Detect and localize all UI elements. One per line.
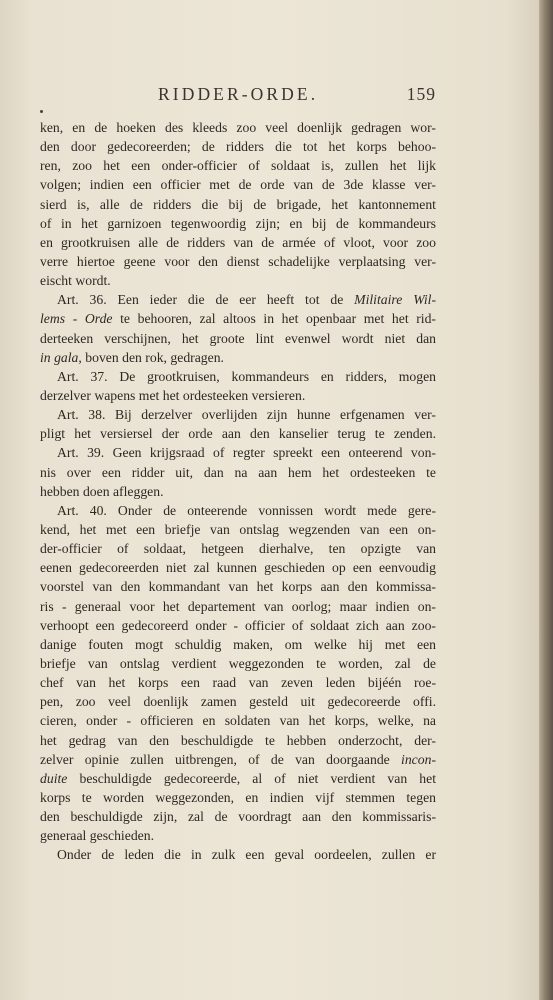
body-text	[40, 118, 436, 864]
text-line: duite beschuldigde gedecoreerde, al of niet verdient van het	[40, 770, 436, 786]
text-line: voorstel van den kommandant van het korps aan den kommissa-	[40, 579, 436, 595]
article-37-line: Art. 37. De grootkruisen, kommandeurs en ridders, mogen	[57, 368, 436, 384]
text-line: of in het garnizoen tegenwoordig zijn; en bij de kommandeurs	[40, 215, 436, 231]
page-header	[40, 84, 436, 108]
text-line: chef van het korps een raad van zeven leden bijéén roe-	[40, 675, 436, 691]
text-line: den door gedecoreerden; de ridders die tot het korps behoo-	[40, 139, 436, 155]
page-number: 159	[406, 84, 436, 104]
text-line: sierd is, alle de ridders die bij de brigade, het kantonnement	[40, 196, 436, 212]
text-line: kend, het met een briefje van ontslag wegzenden van een on-	[40, 521, 436, 537]
book-edge	[539, 0, 553, 1000]
article-38-line: Art. 38. Bij derzelver overlijden zijn hunne erfgenamen ver-	[57, 407, 436, 423]
text-line: derteeken verschijnen, het groote lint evenwel wordt niet dan	[40, 330, 436, 346]
running-title: RIDDER-ORDE.	[158, 84, 319, 104]
text-line: eenen gedecoreerden niet zal kunnen geschieden op een eenvoudig	[40, 560, 436, 576]
text-line: lems - Orde te behooren, zal altoos in het openbaar met het rid-	[40, 311, 436, 327]
ink-mark	[40, 110, 43, 113]
text-line: danige fouten mogt schuldig maken, om welke hij met een	[40, 636, 436, 652]
text-line: verhoopt een gedecoreerd onder - officier of soldaat zich aan zoo-	[40, 617, 436, 633]
text-line: eischt wordt.	[40, 273, 111, 289]
article-39-line: Art. 39. Geen krijgsraad of regter spreekt een onteerend von-	[57, 445, 436, 461]
article-40-line: Art. 40. Onder de onteerende vonnissen wordt mede gere-	[57, 502, 436, 518]
text-line: nis over een ridder uit, dan na aan hem het ordesteeken te	[40, 464, 436, 480]
text-line: ris - generaal voor het departement van oorlog; maar indien on-	[40, 598, 436, 614]
text-line: in gala, boven den rok, gedragen.	[40, 349, 224, 365]
article-36-line: Art. 36. Een ieder die de eer heeft tot de Militaire Wil-	[57, 292, 437, 308]
text-line: volgen; indien een officier met de orde van de 3de klasse ver-	[40, 177, 436, 193]
text-line: pen, zoo veel doenlijk zamen gesteld uit gedecoreerde offi.	[40, 694, 436, 710]
text-line: verre hiertoe geene voor den dienst schadelijke verplaatsing ver-	[40, 253, 436, 269]
text-line: cieren, onder - officieren en soldaten van het korps, welke, na	[40, 713, 436, 729]
text-line: Onder de leden die in zulk een geval oordeelen, zullen er	[57, 847, 436, 863]
text-line: korps te worden weggezonden, en indien vijf stemmen tegen	[40, 789, 436, 805]
text-line: ken, en de hoeken des kleeds zoo veel doenlijk gedragen wor-	[40, 120, 436, 135]
text-line: den beschuldigde zijn, zal de voordragt aan den kommissaris-	[40, 809, 436, 825]
text-line: generaal geschieden.	[40, 828, 154, 844]
text-line: hebben doen afleggen.	[40, 483, 164, 499]
text-line: der-officier of soldaat, hetgeen dierhalve, ten opzigte van	[40, 541, 436, 557]
text-line: derzelver wapens met het ordesteeken versieren.	[40, 387, 306, 403]
text-line: het gedrag van den beschuldigde te hebben onderzocht, der-	[40, 732, 436, 748]
text-line: ren, zoo het een onder-officier of soldaat is, zullen het lijk	[40, 158, 436, 174]
text-line: en grootkruisen alle de ridders van de armée of vloot, voor zoo	[40, 234, 436, 250]
text-line: zelver opinie zullen uitbrengen, of de van doorgaande incon-	[40, 751, 436, 767]
text-line: pligt het versiersel der orde aan den kanselier terug te zenden.	[40, 426, 436, 442]
text-line: briefje van ontslag verdient weggezonden te worden, zal de	[40, 655, 436, 671]
